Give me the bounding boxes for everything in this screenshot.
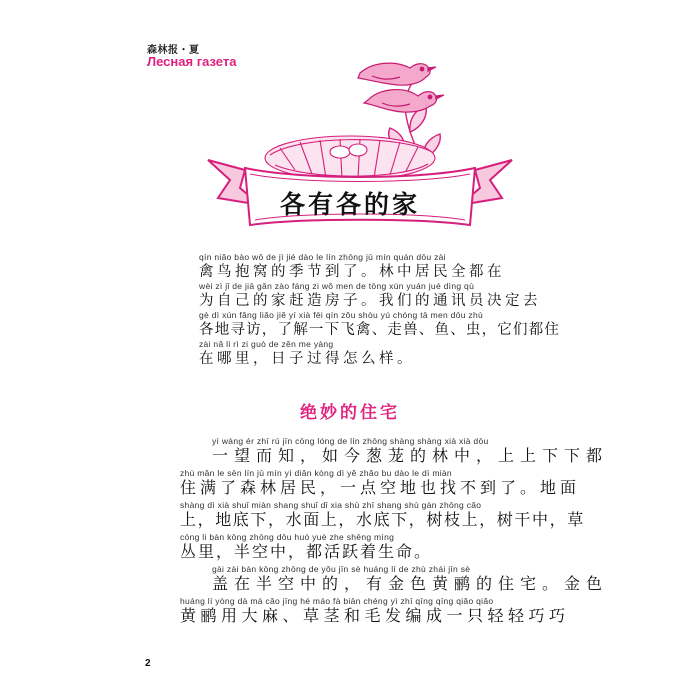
hanzi-line: 盖在半空中的，有金色黄鹂的住宅。金色 [212, 574, 609, 593]
text-line [180, 500, 585, 529]
text-line [199, 252, 505, 281]
pinyin-line: yí wàng ér zhī rú jīn cōng lóng de lín zhōng shàng shàng xià xià dōu [212, 436, 489, 446]
pinyin-line: zài nǎ li rì zi guò de zěn me yàng [199, 339, 334, 349]
hanzi-line: 在哪里，日子过得怎么样。 [199, 351, 415, 367]
hanzi-line: 一望而知，如今葱茏的林中，上上下下都 [212, 446, 609, 465]
hanzi-line: 上，地底下，水面上，水底下，树枝上，树干中，草 [180, 510, 585, 529]
pinyin-line: qín niǎo bào wō de jì jié dào le lín zhōng jū mín quán dōu zài [199, 252, 446, 262]
page-number: 2 [145, 658, 151, 669]
text-line [180, 468, 580, 497]
series-title-russian: Лесная газета [147, 54, 237, 69]
hanzi-line: 住满了森林居民，一点空地也找不到了。地面 [180, 478, 581, 497]
text-line [212, 564, 608, 593]
section-subtitle: 绝妙的住宅 [300, 403, 400, 423]
pinyin-line: wèi zì jǐ de jiā gǎn zào fáng zi wǒ men de tōng xùn yuán jué dìng qù [199, 281, 475, 291]
hanzi-line: 黄鹂用大麻、草茎和毛发编成一只轻轻巧巧 [180, 606, 570, 625]
bird-icon [364, 90, 444, 112]
birds-nest-banner-illustration [200, 40, 520, 255]
hanzi-line: 禽鸟抱窝的季节到了。林中居民全都在 [199, 264, 505, 280]
pinyin-line: gè dì xún fǎng liǎo jiě yí xià fēi qín zǒu shòu yú chóng tā men dōu zhù [199, 310, 484, 320]
text-line [180, 532, 432, 561]
nest-icon [265, 136, 435, 180]
text-line [199, 339, 415, 368]
text-line [180, 596, 570, 625]
pinyin-line: huáng lí yòng dà má cǎo jīng hé máo fà biān chéng yì zhī qīng qīng qiǎo qiǎo [180, 596, 494, 606]
banner-title: 各有各的家 [279, 190, 420, 219]
text-line [199, 281, 541, 310]
hanzi-line: 各地寻访，了解一下飞禽、走兽、鱼、虫，它们都住 [199, 322, 561, 338]
pinyin-line: zhù mǎn le sēn lín jū mín yì diǎn kòng dì yě zhǎo bu dào le dì miàn [180, 468, 452, 478]
text-line [199, 310, 560, 339]
hanzi-line: 为自己的家赶造房子。我们的通讯员决定去 [199, 293, 541, 309]
hanzi-line: 丛里，半空中，都活跃着生命。 [180, 542, 433, 561]
pinyin-line: cóng li bàn kōng zhōng dōu huó yuè zhe shēng mìng [180, 532, 395, 542]
text-line [212, 436, 608, 465]
bird-icon [358, 63, 436, 85]
series-title-chinese: 森林报・夏 [147, 45, 200, 56]
pinyin-line: shàng dì xià shuǐ miàn shang shuǐ dǐ xia shù zhī shang shù gàn zhōng cǎo [180, 500, 482, 510]
pinyin-line: gài zài bàn kōng zhōng de yǒu jīn sè huáng lí de zhù zhái jīn sè [212, 564, 471, 574]
